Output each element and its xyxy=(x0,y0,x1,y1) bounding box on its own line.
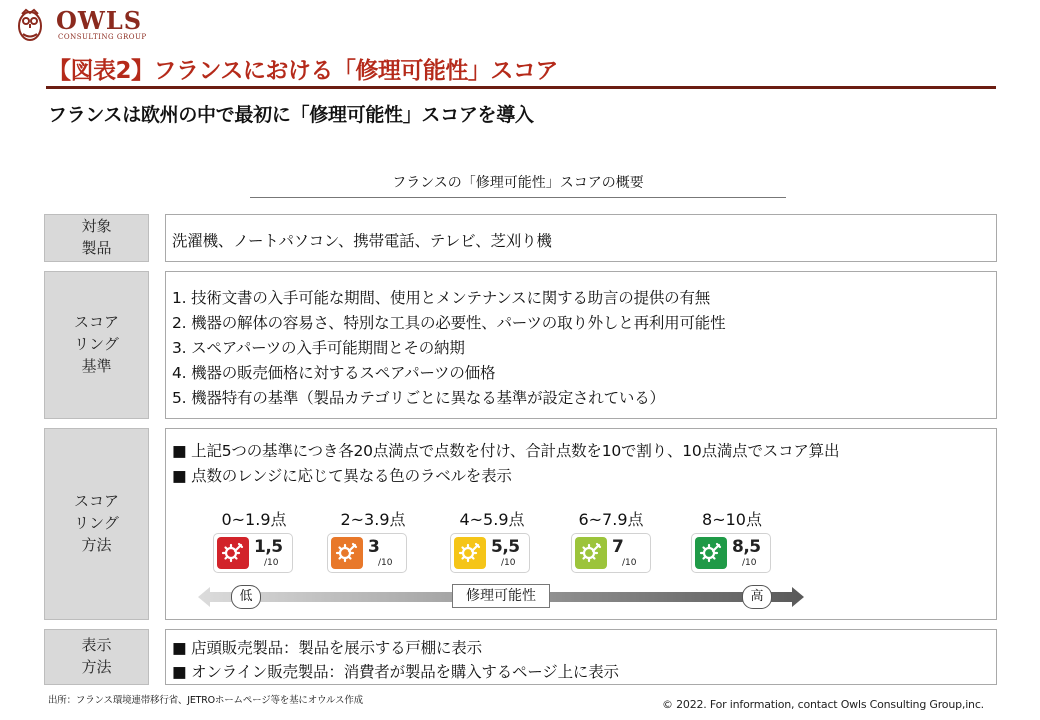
display-bullet: ■ オンライン販売製品：消費者が製品を購入するページ上に表示 xyxy=(172,663,619,681)
score-denominator: /10 xyxy=(742,558,757,568)
logo-name: OWLS xyxy=(56,6,143,35)
score-denominator: /10 xyxy=(264,558,279,568)
row-content-products xyxy=(165,214,997,262)
score-badge xyxy=(327,533,407,573)
scale-high-label: 高 xyxy=(742,585,772,609)
row-label-display: 表示 方法 xyxy=(44,629,149,685)
source-note: 出所：フランス環境連帯移行省、JETROホームページ等を基にオウルス作成 xyxy=(48,695,363,706)
overview-heading: フランスの「修理可能性」スコアの概要 xyxy=(392,175,644,191)
criteria-item: 3. スペアパーツの入手可能期間とその納期 xyxy=(172,339,465,357)
criteria-item: 2. 機器の解体の容易さ、特別な工具の必要性、パーツの取り外しと再利用可能性 xyxy=(172,314,726,332)
score-value: 3 xyxy=(368,537,380,557)
score-range-label: 6~7.9点 xyxy=(578,510,644,529)
scale-middle-label: 修理可能性 xyxy=(452,584,550,608)
score-badge xyxy=(450,533,530,573)
logo-subtitle: CONSULTING GROUP xyxy=(58,33,147,41)
row-label-criteria: スコア リング 基準 xyxy=(44,271,149,419)
display-bullet: ■ 店頭販売製品：製品を展示する戸棚に表示 xyxy=(172,639,482,657)
score-badge xyxy=(571,533,651,573)
row-label-products: 対象 製品 xyxy=(44,214,149,262)
score-value: 1,5 xyxy=(254,537,283,557)
criteria-item: 4. 機器の販売価格に対するスペアパーツの価格 xyxy=(172,364,496,382)
page-subtitle: フランスは欧州の中で最初に「修理可能性」スコアを導入 xyxy=(48,104,534,126)
score-range-label: 4~5.9点 xyxy=(459,510,525,529)
score-badge xyxy=(213,533,293,573)
products-text: 洗濯機、ノートパソコン、携帯電話、テレビ、芝刈り機 xyxy=(172,232,552,250)
repair-gear-icon xyxy=(695,537,727,569)
repair-gear-icon xyxy=(217,537,249,569)
repair-gear-icon xyxy=(454,537,486,569)
score-range-label: 0~1.9点 xyxy=(221,510,287,529)
scale-low-label: 低 xyxy=(231,585,261,609)
row-label-method: スコア リング 方法 xyxy=(44,428,149,620)
overview-divider xyxy=(250,197,786,198)
repair-gear-icon xyxy=(575,537,607,569)
copyright-note: © 2022. For information, contact Owls Consulting Group,inc. xyxy=(662,698,984,711)
method-bullet: ■ 上記5つの基準につき各20点満点で点数を付け、合計点数を10で割り、10点満点でスコア算出 xyxy=(172,442,840,460)
page-title: 【図表2】フランスにおける「修理可能性」スコア xyxy=(48,58,558,84)
method-bullet: ■ 点数のレンジに応じて異なる色のラベルを表示 xyxy=(172,467,512,485)
score-value: 8,5 xyxy=(732,537,761,557)
row-content-criteria xyxy=(165,271,997,419)
score-value: 5,5 xyxy=(491,537,520,557)
repair-gear-icon xyxy=(331,537,363,569)
score-range-label: 2~3.9点 xyxy=(340,510,406,529)
criteria-item: 1. 技術文書の入手可能な期間、使用とメンテナンスに関する助言の提供の有無 xyxy=(172,289,711,307)
score-range-label: 8~10点 xyxy=(702,510,762,529)
score-denominator: /10 xyxy=(622,558,637,568)
criteria-item: 5. 機器特有の基準（製品カテゴリごとに異なる基準が設定されている） xyxy=(172,389,665,407)
score-denominator: /10 xyxy=(378,558,393,568)
title-divider xyxy=(46,86,996,89)
row-content-display xyxy=(165,629,997,685)
score-badge xyxy=(691,533,771,573)
score-denominator: /10 xyxy=(501,558,516,568)
score-value: 7 xyxy=(612,537,624,557)
